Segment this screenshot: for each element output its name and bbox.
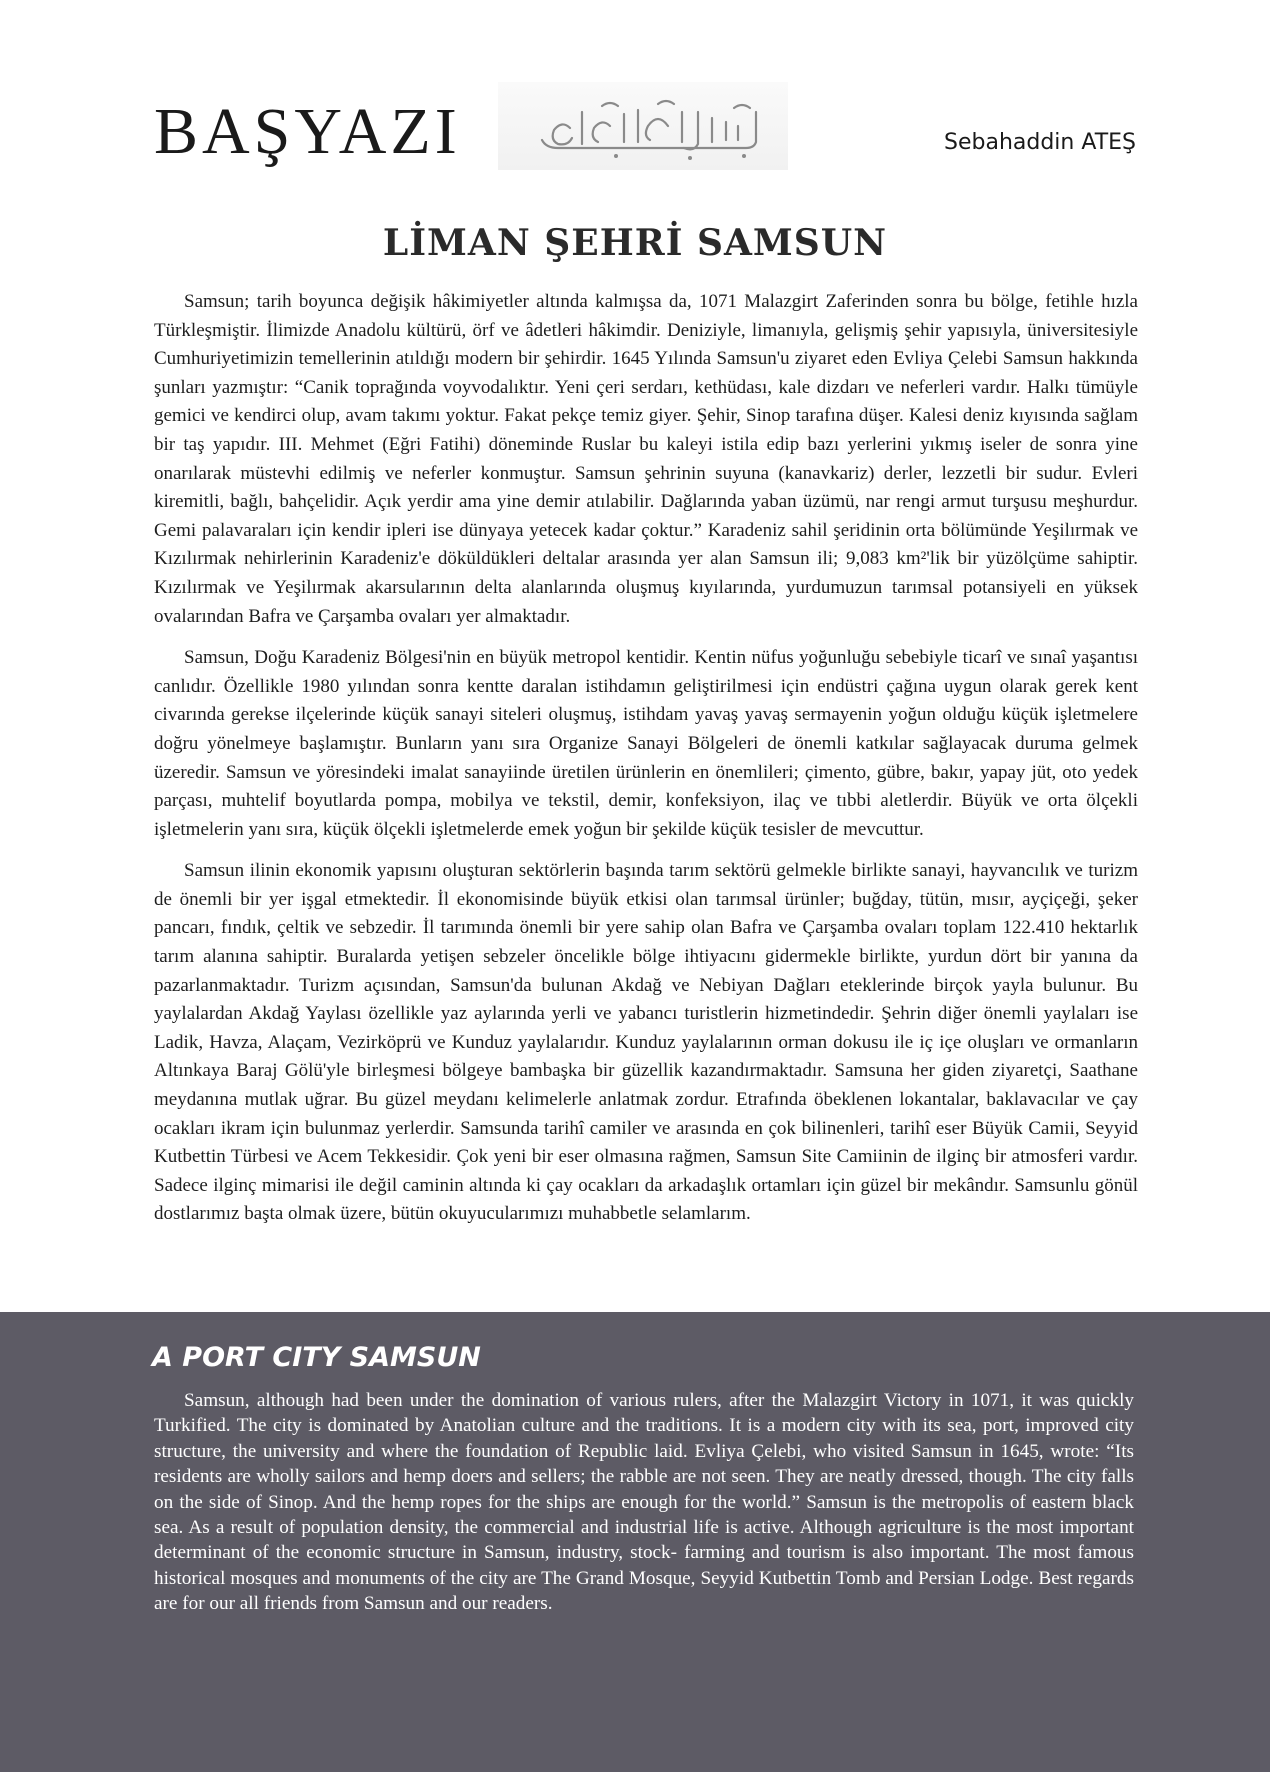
english-summary-title: A PORT CITY SAMSUN (152, 1342, 481, 1373)
page-header (0, 0, 1270, 200)
english-summary-panel (0, 1312, 1270, 1772)
section-title: BAŞYAZI (154, 95, 461, 168)
article-paragraph: Samsun; tarih boyunca değişik hâkimiyetler altında kalmışsa da, 1071 Malazgirt Zaferinden sonra bu bölge, fetihle hızla Türkleşmiştir. İlimizde Anadolu kültürü, örf ve âdetleri hâkimdir. Deniziyle, limanıyla, gelişmiş şehir yapısıyla, üniversitesiyle Cumhuriyetimizin temellerinin atıldığı modern bir şehirdir. 1645 Yılında Samsun'u ziyaret eden Evliya Çelebi Samsun hakkında şunları yazmıştır: “Canik toprağında voyvodalıktır. Yeni çeri serdarı, kethüdası, kale dizdarı ve neferleri vardır. Halkı tümüyle gemici ve kendirci olup, avam takımı yoktur. Fakat pekçe temiz giyer. Şehir, Sinop tarafına düşer. Kalesi deniz kıyısında sağlam bir taş yapıdır. III. Mehmet (Eğri Fatihi) döneminde Ruslar bu kaleyi istila edip bazı yerlerini yıkmış iseler de sonra yine onarılarak müstevhi edilmiş ve neferler konmuştur. Samsun şehrinin suyuna (kanavkariz) derler, lezzetli bir sudur. Evleri kiremitli, bağlı, bahçelidir. Açık yerdir ama yine demir atılabilir. Dağlarında yaban üzümü, nar rengi armut turşusu meşhurdur. Gemi palavaraları için kendir ipleri ise dünyaya yetecek kadar çoktur.” Karadeniz sahil şeridinin orta bölümünde Yeşilırmak ve Kızılırmak nehirlerinin Karadeniz'e döküldükleri deltalar arasında yer alan Samsun ili; 9,083 km²'lik bir yüzölçüme sahiptir. Kızılırmak ve Yeşilırmak akarsularının delta alanlarında oluşmuş kıyılarında, yurdumuzun tarımsal potansiyeli en yüksek ovalarından Bafra ve Çarşamba ovaları yer almaktadır. (154, 291, 1138, 627)
english-summary-text: Samsun, although had been under the domination of various rulers, after the Malazgirt Victory in 1071, it was quickly Turkified. The city is dominated by Anatolian culture and the traditions. It is a modern city with its sea, port, improved city structure, the university and where the foundation of Republic laid. Evliya Çelebi, who visited Samsun in 1645, wrote: “Its residents are wholly sailors and hemp doers and sellers; the rabble are not seen. They are neatly dressed, though. The city falls on the side of Sinop. And the hemp ropes for the ships are enough for the world.” Samsun is the metropolis of eastern black sea. As a result of population density, the commercial and industrial life is active. Although agriculture is the most important determinant of the economic structure in Samsun, industry, stock- farming and tourism is also important. The most famous historical mosques and monuments of the city are The Grand Mosque, Seyyid Kutbettin Tomb and Persian Lodge. Best regards are for our all friends from Samsun and our readers. (154, 1390, 1134, 1615)
article-paragraph: Samsun ilinin ekonomik yapısını oluşturan sektörlerin başında tarım sektörü gelmekle birlikte sanayi, hayvancılık ve turizm de önemli bir yer işgal etmektedir. İl ekonomisinde büyük etkisi olan tarımsal ürünler; buğday, tütün, mısır, ayçiçeği, şeker pancarı, fındık, çeltik ve sebzedir. İl tarımında önemli bir yere sahip olan Bafra ve Çarşamba ovaları toplam 122.410 hektarlık tarım alanına sahiptir. Buralarda yetişen sebzeler öncelikle bölge ihtiyacını gidermekle birlikte, yurdun dört bir yanına da pazarlanmaktadır. Turizm açısından, Samsun'da bulunan Akdağ ve Nebiyan Dağları eteklerinde birçok yayla bulunur. Bu yaylalardan Akdağ Yaylası özellikle yaz aylarında yerli ve yabancı turistlerin hizmetindedir. Şehrin diğer önemli yaylaları ise Ladik, Havza, Alaçam, Vezirköprü ve Kunduz yaylalarıdır. Kunduz yaylalarının orman dokusu ile iç içe oluşları ve ormanların Altınkaya Baraj Gölü'yle birleşmesi bölgeye bambaşka bir güzellik kazandırmaktadır. Samsuna her giden ziyaretçi, Saathane meydanına mutlak uğrar. Bu güzel meydanı kelimelerle anlatmak zordur. Etrafında öbeklenen lokantalar, baklavacılar ve çay ocakları ikram için bulunmaz yerlerdir. Samsunda tarihî camiler ve arasında en çok bilinenleri, tarihî eser Büyük Camii, Seyyid Kutbettin Türbesi ve Acem Tekkesidir. Çok yeni bir eser olmasına rağmen, Samsun Site Camiinin de ilginç bir atmosferi vardır. Sadece ilginç mimarisi ile değil caminin altında ki çay ocakları da arkadaşlık ortamları için güzel bir mekândır. Samsunlu gönül dostlarımız başta olmak üzere, bütün okuyucularımızı muhabbetle selamlarım. (154, 860, 1138, 1225)
basmala-calligraphy (498, 82, 788, 170)
article-body (154, 288, 1138, 1242)
basmala-calligraphy-image (498, 82, 788, 170)
author-name: Sebahaddin ATEŞ (944, 130, 1136, 155)
article-paragraph: Samsun, Doğu Karadeniz Bölgesi'nin en büyük metropol kentidir. Kentin nüfus yoğunluğu sebebiyle ticarî ve sınaî yaşantısı canlıdır. Özellikle 1980 yılından sonra kentte daralan istihdamın geliştirilmesi için endüstri çağına uygun olarak gerek kent civarında gerekse ilçelerinde küçük sanayi siteleri oluşmuş, istihdam yavaş yavaş sermayenin yoğun olduğu küçük işletmelere doğru yönelmeye başlamıştır. Bunların yanı sıra Organize Sanayi Bölgeleri de önemli katkılar sağlayacak duruma gelmek üzeredir. Samsun ve yöresindeki imalat sanayiinde üretilen ürünlerin en önemlileri; çimento, gübre, bakır, yapay jüt, oto yedek parçası, muhtelif boyutlarda pompa, mobilya ve tekstil, demir, konfeksiyon, ilaç ve tıbbi aletlerdir. Büyük ve orta ölçekli işletmelerin yanı sıra, küçük ölçekli işletmelerde emek yoğun bir şekilde küçük tesisler de mevcuttur. (154, 647, 1138, 840)
article-title: LİMAN ŞEHRİ SAMSUN (382, 222, 888, 264)
